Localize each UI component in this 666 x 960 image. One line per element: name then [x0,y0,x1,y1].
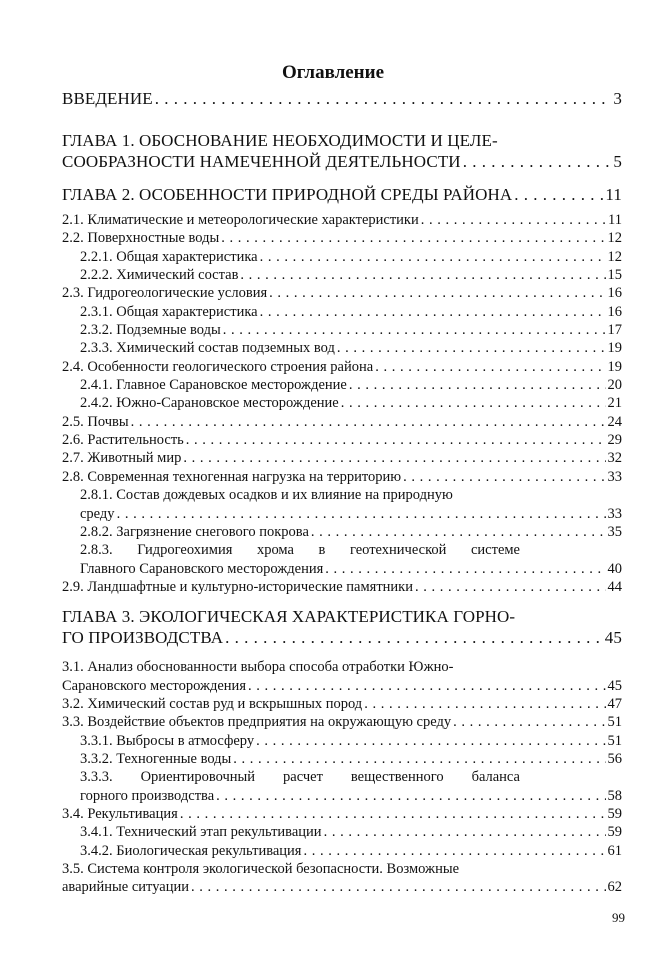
toc-entry[interactable] [62,248,622,266]
dot-leader [131,413,606,431]
toc-page-number: 15 [607,267,622,284]
dot-leader [324,823,606,841]
toc-chapter[interactable] [62,88,622,109]
toc-entry-text: 2.8. Современная техногенная нагрузка на территорию [62,468,402,485]
toc-chapter[interactable] [62,606,622,648]
toc-page-number: 33 [607,468,622,485]
dot-leader [269,284,605,302]
toc-entry[interactable] [62,229,622,247]
toc-entry-text: 2.2. Поверхностные воды [62,230,220,247]
dot-leader [453,713,605,731]
toc-chapter[interactable] [62,130,622,172]
toc-entry-text: 2.7. Животный мир [62,450,182,467]
page-number: 99 [612,910,625,925]
toc-entry[interactable] [62,413,622,431]
toc-entry[interactable] [62,211,622,229]
dot-leader [216,787,605,805]
toc-entry-text: 2.3.2. Подземные воды [80,322,221,339]
toc-line [62,151,622,172]
toc-page-number: 21 [607,395,622,412]
toc-entry-text: ГЛАВА 3. ЭКОЛОГИЧЕСКАЯ ХАРАКТЕРИСТИКА ГОРНО- [62,607,516,627]
toc-page-number: 12 [607,230,622,247]
toc-line [62,248,622,266]
toc-line [62,88,622,109]
toc-entry-text: аварийные ситуации [62,879,189,896]
toc-page-number: 35 [607,523,622,540]
dot-leader [403,468,605,486]
toc-entry[interactable] [62,732,622,750]
dot-leader [117,505,606,523]
toc-entry-text: ГЛАВА 1. ОБОСНОВАНИЕ НЕОБХОДИМОСТИ И ЦЕЛЕ- [62,131,498,150]
toc-entry-text: 2.5. Почвы [62,413,129,430]
page-title: Оглавление [281,62,385,83]
toc-line [62,449,622,467]
toc-entry-text: 2.8.2. Загрязнение снегового покрова [80,523,309,540]
toc-entry-text: 2.1. Климатические и метеорологические характеристики [62,212,419,228]
toc-entry-text: 2.4.1. Главное Сарановское месторождение [80,377,347,394]
dot-leader [303,842,605,860]
dot-leader [191,878,606,896]
toc-entry-text: 2.3.1. Общая характеристика [80,303,258,320]
toc-line [62,376,622,394]
dot-leader [415,578,606,596]
toc-entry[interactable] [62,486,622,523]
dot-leader [514,184,603,205]
toc-entry-text: 3.3.3. Ориентировочный расчет вещественного баланса [80,769,520,786]
dot-leader [233,750,605,768]
toc-entry-text: Сарановского месторождения [62,677,246,694]
toc-entry[interactable] [62,449,622,467]
toc-page-number: 51 [607,732,622,749]
toc-line [62,560,622,578]
toc-entry-text: среду [80,505,115,522]
toc-entry[interactable] [62,321,622,339]
toc-entry-text: 2.8.3. Гидрогеохимия хрома в геотехнической системе [80,542,520,559]
toc-entry[interactable] [62,842,622,860]
toc-entry-text: 2.2.1. Общая характеристика [80,248,258,265]
toc-entry-text: 3.4.2. Биологическая рекультивация [80,842,302,859]
toc-page-number: 12 [607,248,622,265]
toc-line [62,394,622,412]
toc-page-number: 16 [607,303,622,320]
dot-leader [155,88,610,109]
dot-leader [248,677,606,695]
toc-entry[interactable] [62,768,622,805]
toc-page-number: 3 [613,89,622,108]
toc-line [62,321,622,339]
toc-line [62,750,622,768]
toc-line [62,578,622,596]
toc-line [62,468,622,486]
toc-entry-text: ГЛАВА 2. ОСОБЕННОСТИ ПРИРОДНОЙ СРЕДЫ РАЙОНА [62,185,513,204]
toc-page-number: 61 [607,842,622,859]
toc-line [62,842,622,860]
toc-entry-text: 3.4. Рекультивация [62,805,178,822]
toc-line [62,606,622,627]
toc-entry[interactable] [62,805,622,823]
toc-entry-text: 3.3. Воздействие объектов предприятия на окружающую среду [62,714,452,731]
toc-line [62,787,622,805]
toc-entry[interactable] [62,860,622,897]
toc-line [62,677,622,695]
toc-entry[interactable] [62,394,622,412]
toc-line [62,413,622,431]
dot-leader [186,431,606,449]
dot-leader [183,449,605,467]
toc-entry[interactable] [62,431,622,449]
toc-entry[interactable] [62,339,622,357]
toc-page-number: 33 [607,505,622,522]
toc-entry[interactable] [62,266,622,284]
toc-entry[interactable] [62,376,622,394]
table-of-contents [62,0,622,897]
toc-page-number: 45 [607,677,622,694]
toc-line [62,303,622,321]
toc-page-number: 11 [605,185,622,204]
toc-entry-text: 3.2. Химический состав руд и вскрышных пород [62,695,363,712]
dot-leader [240,266,605,284]
toc-entry-text: ГО ПРОИЗВОДСТВА [62,628,224,648]
toc-line [62,805,622,823]
toc-page-number: 19 [607,358,622,375]
toc-entry-text: горного производства [80,787,215,804]
toc-page-number: 40 [607,560,622,577]
toc-page-number: 45 [604,628,622,648]
toc-entry-text: 2.3.3. Химический состав подземных вод [80,340,335,357]
dot-leader [311,523,606,541]
toc-entry[interactable] [62,695,622,713]
toc-page-number: 20 [607,377,622,394]
toc-line [62,658,622,676]
toc-entry-text: 2.6. Растительность [62,432,184,449]
toc-line [62,523,622,541]
toc-line [62,860,622,878]
toc-entry[interactable] [62,658,622,695]
toc-line [62,266,622,284]
toc-entry-text: 2.2.2. Химический состав [80,267,239,284]
toc-page-number: 62 [607,879,622,896]
toc-entry-text: 3.3.1. Выбросы в атмосферу [80,732,255,749]
toc-page-number: 5 [613,152,622,171]
dot-leader [364,695,605,713]
toc-page-number: 47 [607,695,622,712]
toc-entry-text: СООБРАЗНОСТИ НАМЕЧЕННОЙ ДЕЯТЕЛЬНОСТИ [62,152,461,171]
toc-line [62,211,622,229]
toc-page-number: 51 [607,714,622,731]
toc-page-number: 58 [607,787,622,804]
dot-leader [223,321,606,339]
toc-entry[interactable] [62,284,622,302]
toc-line [62,339,622,357]
toc-entry-text: 2.8.1. Состав дождевых осадков и их влияние на природную [80,487,453,504]
toc-page-number: 56 [607,750,622,767]
toc-page-number: 19 [607,340,622,357]
toc-page-number: 17 [607,322,622,339]
dot-leader [341,394,606,412]
dot-leader [375,358,605,376]
dot-leader [260,248,606,266]
toc-line [62,229,622,247]
toc-page-number: 11 [608,212,622,228]
dot-leader [256,732,605,750]
toc-entry[interactable] [62,823,622,841]
toc-entry[interactable] [62,468,622,486]
toc-line [62,627,622,648]
dot-leader [225,627,603,648]
toc-line [62,878,622,896]
dot-leader [260,303,606,321]
toc-line [62,713,622,731]
toc-entry[interactable] [62,541,622,578]
dot-leader [180,805,606,823]
toc-page-number: 29 [607,432,622,449]
toc-entry-text: 2.4. Особенности геологического строения района [62,358,374,375]
toc-entry[interactable] [62,303,622,321]
toc-entry[interactable] [62,523,622,541]
toc-entry-text: 2.9. Ландшафтные и культурно-исторические памятники [62,578,413,595]
toc-line [62,505,622,523]
toc-line [62,768,520,786]
toc-entry-text: 3.1. Анализ обоснованности выбора способа отработки Южно- [62,659,454,676]
toc-line [62,284,622,302]
toc-entry[interactable] [62,578,622,596]
dot-leader [221,229,605,247]
toc-entry-text: 3.3.2. Техногенные воды [80,750,232,767]
toc-page-number: 24 [607,413,622,430]
dot-leader [421,211,606,229]
toc-page-number: 32 [607,450,622,467]
toc-entry-text: 2.3. Гидрогеологические условия [62,285,268,302]
toc-line [62,358,622,376]
toc-chapter[interactable] [62,184,622,205]
dot-leader [325,560,605,578]
toc-entry[interactable] [62,358,622,376]
toc-line [62,431,622,449]
toc-entry-text: 3.5. Система контроля экологической безопасности. Возможные [62,861,460,877]
toc-page-number: 59 [607,824,622,841]
toc-entry-text: 2.4.2. Южно-Сарановское месторождение [80,395,339,412]
toc-line [62,541,520,559]
toc-entry[interactable] [62,713,622,731]
toc-entry-text: 3.4.1. Технический этап рекультивации [80,824,322,841]
toc-line [62,184,622,205]
toc-line [62,130,622,151]
toc-line [62,732,622,750]
toc-entry-text: ВВЕДЕНИЕ [62,89,153,108]
toc-entry-text: Главного Сарановского месторождения [80,560,324,577]
toc-line [62,823,622,841]
toc-page-number: 59 [607,805,622,822]
toc-line [62,695,622,713]
toc-line [62,486,622,504]
toc-page-number: 44 [607,578,622,595]
dot-leader [463,151,610,172]
toc-entry[interactable] [62,750,622,768]
dot-leader [349,376,606,394]
dot-leader [337,339,606,357]
toc-page-number: 16 [607,285,622,302]
